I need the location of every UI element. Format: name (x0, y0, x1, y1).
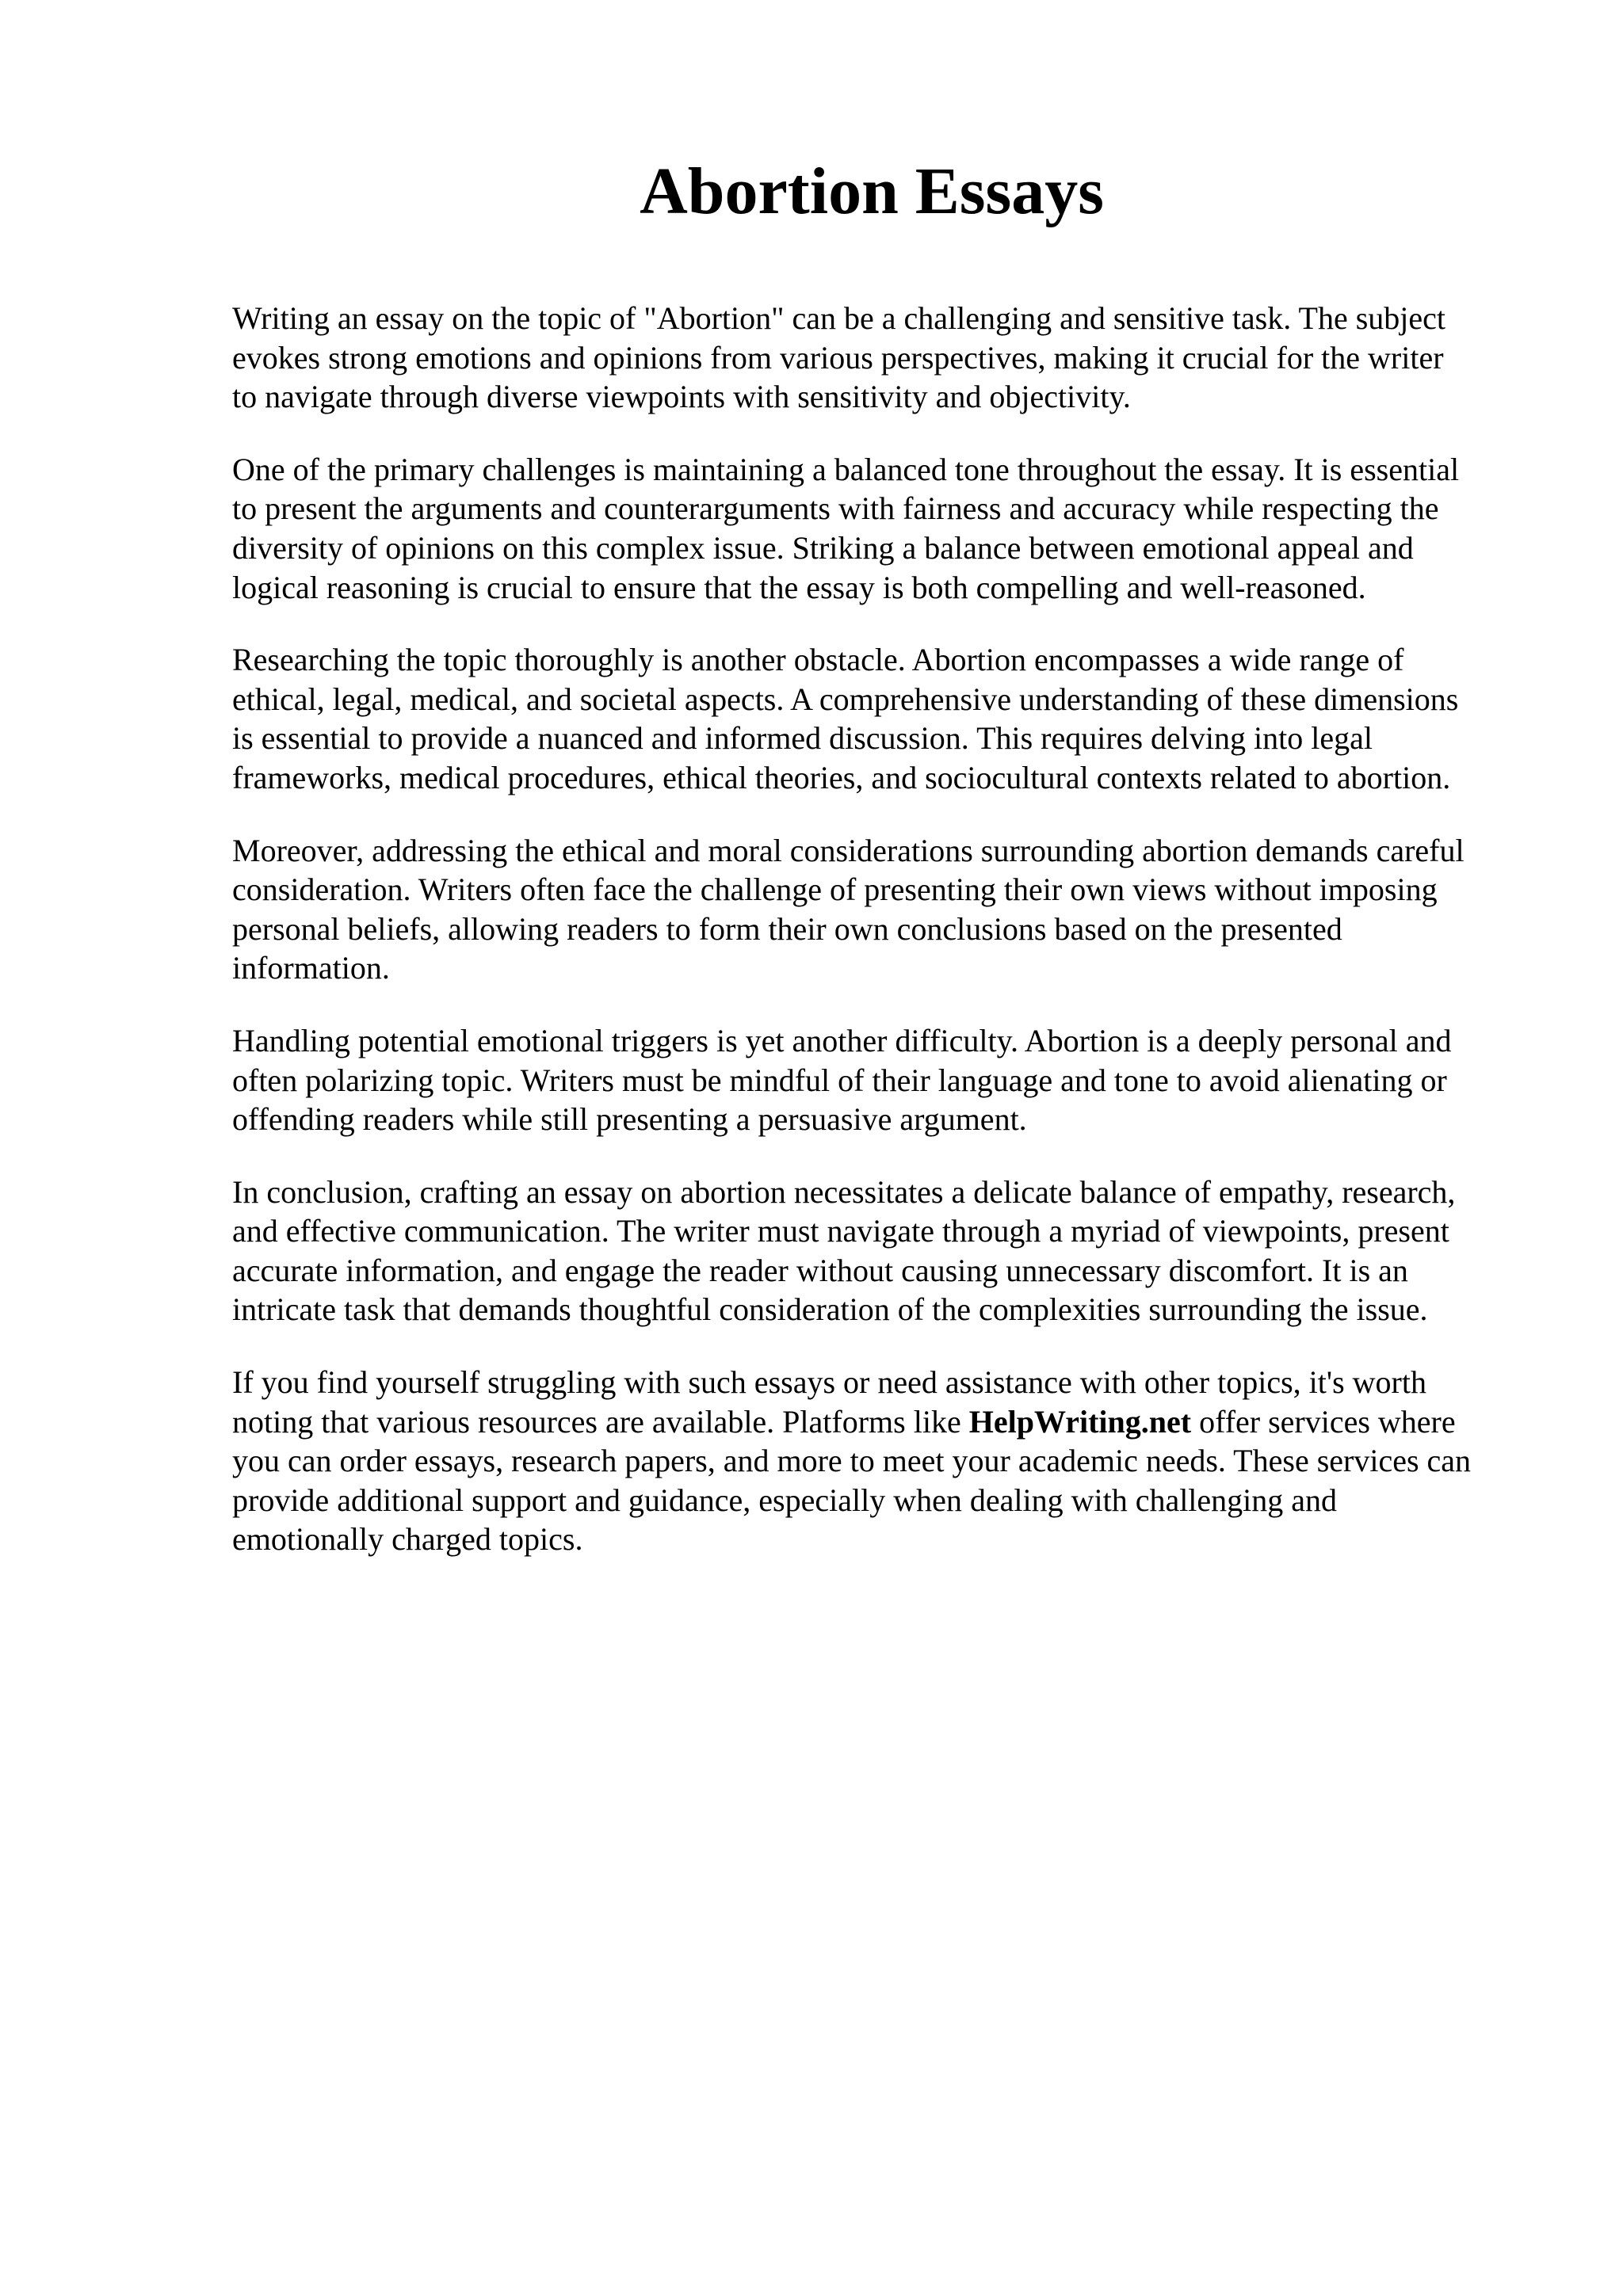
paragraph-line: consideration. Writers often face the challenge of presenting their own views without imposing (232, 871, 1438, 908)
paragraph-line: One of the primary challenges is maintaining a balanced tone throughout the essay. It is essential (232, 451, 1460, 487)
paragraph-line: personal beliefs, allowing readers to form their own conclusions based on the presented (232, 910, 1342, 947)
paragraph-line: Writing an essay on the topic of "Abortion" can be a challenging and sensitive task. The subject (232, 300, 1446, 336)
paragraph-line: evokes strong emotions and opinions from various perspectives, making it crucial for the writer (232, 339, 1444, 376)
paragraph-line: offending readers while still presenting a persuasive argument. (232, 1101, 1027, 1138)
paragraph-line: to present the arguments and counterarguments with fairness and accuracy while respecting the (232, 490, 1439, 527)
paragraph-4 (232, 831, 1532, 988)
paragraph-line: logical reasoning is crucial to ensure that the essay is both compelling and well-reasoned. (232, 569, 1366, 605)
document-body (232, 299, 1532, 1592)
paragraph-line: Moreover, addressing the ethical and moral considerations surrounding abortion demands careful (232, 832, 1465, 868)
paragraph-line: often polarizing topic. Writers must be mindful of their language and tone to avoid alienating or (232, 1062, 1447, 1098)
paragraph-line: frameworks, medical procedures, ethical theories, and sociocultural contexts related to abortion. (232, 759, 1451, 795)
line-text: offer services where (1191, 1403, 1456, 1440)
paragraph-line: you can order essays, research papers, and more to meet your academic needs. These services can (232, 1443, 1472, 1479)
paragraph-line: diversity of opinions on this complex issue. Striking a balance between emotional appeal and (232, 529, 1414, 566)
paragraph-line-with-brand (232, 1402, 1532, 1442)
paragraph-line: emotionally charged topics. (232, 1521, 583, 1558)
paragraph-6 (232, 1173, 1532, 1329)
paragraph-line: is essential to provide a nuanced and informed discussion. This requires delving into legal (232, 720, 1373, 757)
line-text: noting that various resources are available. Platforms like (232, 1403, 969, 1440)
paragraph-2 (232, 450, 1532, 607)
paragraph-line: accurate information, and engage the reader without causing unnecessary discomfort. It is an (232, 1252, 1408, 1288)
paragraph-5 (232, 1021, 1532, 1139)
brand-name: HelpWriting.net (968, 1403, 1192, 1440)
paragraph-line: In conclusion, crafting an essay on abortion necessitates a delicate balance of empathy, research, (232, 1173, 1456, 1210)
paragraph-line: information. (232, 950, 390, 986)
paragraph-line: If you find yourself struggling with such essays or need assistance with other topics, it's worth (232, 1364, 1426, 1401)
paragraph-1 (232, 299, 1532, 417)
document-title: Abortion Essays (640, 154, 1104, 228)
paragraph-line: Researching the topic thoroughly is another obstacle. Abortion encompasses a wide range of (232, 642, 1404, 678)
paragraph-3 (232, 640, 1532, 797)
paragraph-line: ethical, legal, medical, and societal aspects. A comprehensive understanding of these dimensions (232, 681, 1459, 717)
closing-paragraph (232, 1363, 1532, 1559)
paragraph-line: and effective communication. The writer must navigate through a myriad of viewpoints, present (232, 1213, 1449, 1249)
paragraph-line: intricate task that demands thoughtful consideration of the complexities surrounding the issue. (232, 1291, 1428, 1328)
paragraph-line: Handling potential emotional triggers is yet another difficulty. Abortion is a deeply personal and (232, 1022, 1452, 1058)
paragraph-line: to navigate through diverse viewpoints with sensitivity and objectivity. (232, 379, 1131, 415)
paragraph-line: provide additional support and guidance, especially when dealing with challenging and (232, 1482, 1338, 1518)
